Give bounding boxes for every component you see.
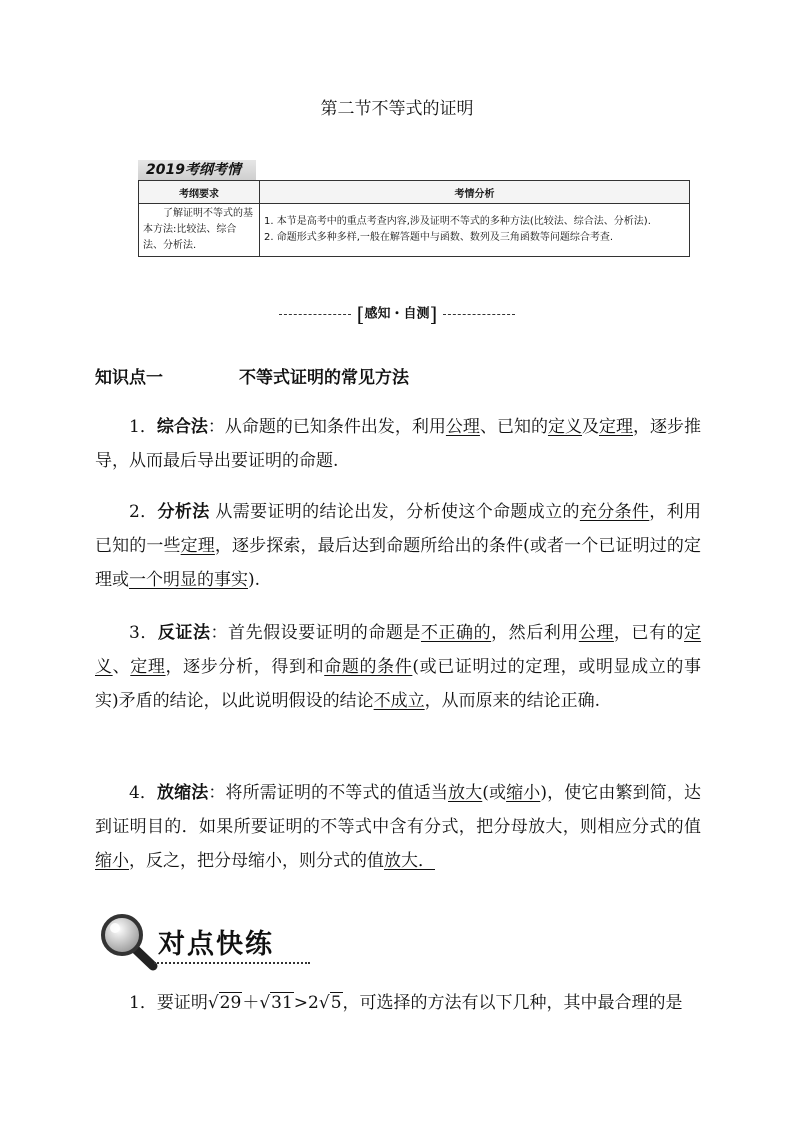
method-2-name: 分析法 [157, 502, 210, 522]
method-3-blank: 公理 [578, 623, 614, 643]
method-3-text: ，逐步分析，得到和 [165, 657, 325, 677]
method-2-text: ，利用已知的一些 [95, 502, 702, 556]
method-1-text: ，逐步推导，从而最后导出要证明的命题. [95, 417, 702, 471]
knowledge-point-title: 不等式证明的常见方法 [239, 368, 409, 388]
method-2-text: ). [248, 570, 261, 590]
sqrt-symbol: √ [207, 993, 219, 1013]
exam-table [138, 180, 690, 257]
question-1-radicand: 31 [271, 993, 293, 1013]
question-1 [95, 986, 701, 1020]
method-4-blank: 放大 [448, 783, 483, 803]
method-3 [95, 616, 701, 718]
method-4-name: 放缩法 [157, 783, 209, 803]
divider-bracket-right: ] [429, 302, 438, 326]
method-2-blank: 一个明显的事实 [129, 570, 248, 590]
exercise-header [98, 912, 312, 972]
method-3-blank: 不正确的 [420, 623, 492, 643]
method-4-text: ，反之，把分母缩小，则分式的值 [129, 851, 384, 871]
method-4 [95, 776, 701, 878]
question-1-radicand: 29 [219, 993, 242, 1013]
method-2-text: 从需要证明的结论出发，分析使这个命题成立的 [209, 502, 580, 522]
method-1-name: 综合法 [156, 417, 208, 437]
method-3-text: (或已证明过的定理，或明显成立的事实)矛盾的结论，以此说明假设的结论 [95, 657, 702, 711]
method-2-num: 2． [129, 502, 158, 522]
method-3-blank: 不成立 [373, 691, 425, 711]
method-1-text: ：从命题的已知条件出发，利用 [207, 417, 446, 437]
question-1-num: 1． [129, 993, 157, 1013]
question-1-text: 要证明 [156, 993, 208, 1013]
divider-dash-right [443, 314, 515, 315]
method-3-text: ，从而原来的结论正确. [424, 691, 601, 711]
sqrt-symbol: √ [318, 993, 330, 1013]
exam-section-label: 2019考纲考情 [138, 160, 256, 180]
method-1-text: 及 [581, 417, 599, 437]
question-1-text: ，可选择的方法有以下几种，其中最合理的是 [342, 993, 683, 1013]
method-3-name: 反证法 [157, 623, 211, 643]
method-2-blank: 定理 [180, 536, 215, 556]
method-4-blank: 放大． [384, 851, 435, 871]
knowledge-point-label: 知识点一 [95, 368, 163, 388]
method-4-blank: 缩小 [95, 851, 129, 871]
method-3-text: ，已有的 [613, 623, 685, 643]
magnifier-icon [98, 912, 160, 972]
method-3-text: ：首先假设要证明的命题是 [210, 623, 421, 643]
method-1 [95, 410, 701, 478]
page-title: 第二节不等式的证明 [320, 99, 474, 119]
method-1-text: 、已知的 [479, 417, 548, 437]
method-3-blank: 定理 [130, 657, 166, 677]
method-3-text: 、 [112, 657, 131, 677]
method-4-text: )，使它由繁到简，达到证明目的．如果所要证明的不等式中含有分式，把分母放大，则相应分式的值 [95, 783, 702, 837]
method-3-blank: 定义 [95, 623, 702, 677]
question-1-operator: >2 [293, 993, 319, 1013]
method-1-num: 1． [129, 417, 157, 437]
exam-analysis-2: 2. 命题形式多种多样,一般在解答题中与函数、数列及三角函数等问题综合考查. [264, 232, 614, 243]
exam-requirement: 了解证明不等式的基本方法:比较法、综合法、分析法. [139, 204, 260, 257]
method-4-text: ：将所需证明的不等式的值适当 [208, 783, 448, 803]
method-3-num: 3． [129, 623, 158, 643]
exam-analysis [260, 204, 690, 257]
method-2-blank: 充分条件 [579, 502, 650, 522]
divider-text: 感知・自测 [364, 306, 430, 322]
method-1-blank: 定理 [599, 417, 634, 437]
method-4-num: 4． [129, 783, 158, 803]
method-3-blank: 命题的条件 [324, 657, 413, 677]
question-1-operator: ＋ [242, 993, 260, 1013]
exercise-underline [154, 962, 310, 964]
exam-col2-header: 考情分析 [260, 181, 690, 204]
method-4-blank: 缩小 [506, 783, 541, 803]
exercise-title: 对点快练 [158, 929, 274, 960]
exam-analysis-1: 1. 本节是高考中的重点考查内容,涉及证明不等式的多种方法(比较法、综合法、分析法). [264, 216, 651, 227]
sqrt-symbol: √ [259, 993, 271, 1013]
divider-bracket-left: [ [356, 302, 365, 326]
method-3-text: ，然后利用 [491, 623, 579, 643]
method-2 [95, 495, 701, 597]
divider-dash-left [279, 314, 351, 315]
exam-col1-header: 考纲要求 [139, 181, 260, 204]
method-2-text: ，逐步探索，最后达到命题所给出的条件(或者一个已证明过的定理或 [95, 536, 701, 590]
question-1-radicand: 5 [330, 993, 342, 1013]
method-1-blank: 公理 [445, 417, 480, 437]
method-4-text: (或 [482, 783, 507, 803]
knowledge-point-heading [95, 363, 409, 388]
method-1-blank: 定义 [547, 417, 582, 437]
section-divider [0, 302, 794, 326]
